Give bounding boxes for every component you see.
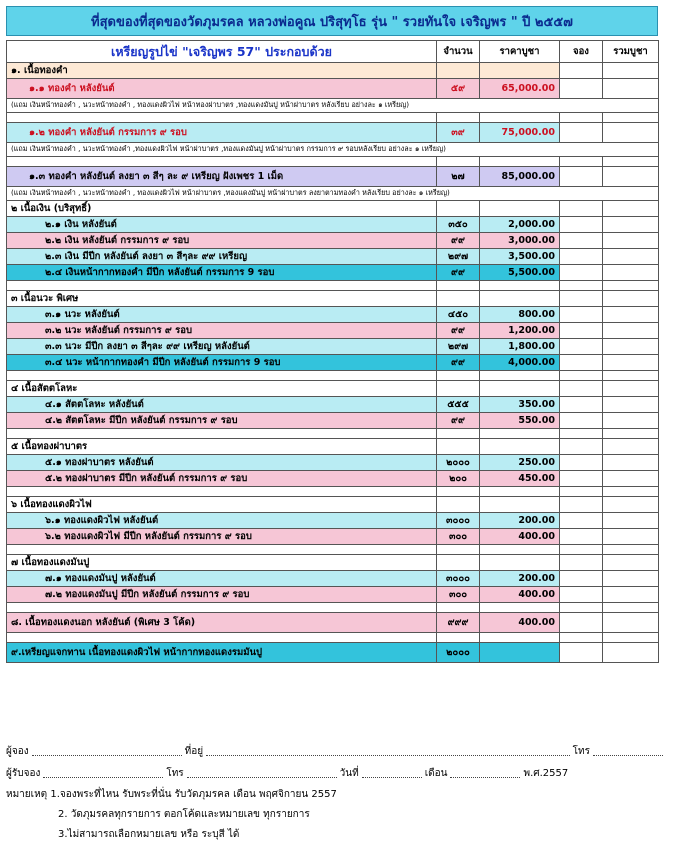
item-qty: ๙๙	[437, 355, 480, 371]
category-row	[7, 63, 659, 79]
item-label: ๓.๒ นวะ หลังยันต์ กรรมการ ๙ รอบ	[7, 323, 437, 339]
item-total-cell[interactable]	[603, 587, 659, 603]
item-qty	[437, 429, 480, 439]
item-reserve-cell[interactable]	[560, 113, 603, 123]
item-price: 350.00	[480, 397, 560, 413]
item-label: ๙.เหรียญแจกทาน เนื้อทองแดงผิวไฟ หน้ากากทองแดงรมมันปู	[7, 643, 437, 663]
item-total-cell[interactable]	[603, 529, 659, 545]
item-total-cell[interactable]	[603, 233, 659, 249]
item-label: ๗.๒ ทองแดงมันปู มีปีก หลังยันต์ กรรมการ ๙ รอบ	[7, 587, 437, 603]
item-qty: ๕๙	[437, 79, 480, 99]
note-text: (แถม เงินหน้าทองคำ , นวะหน้าทองคำ , ทองแดงผิวไฟ หน้าฝาบาตร ,ทองแดงมันปู หน้าฝาบาตร ลงยาตามทองคำ หลังเรียบ อย่างละ ๑ เหรียญ)	[7, 187, 659, 201]
item-reserve-cell[interactable]	[560, 555, 603, 571]
item-reserve-cell[interactable]	[560, 79, 603, 99]
item-total-cell[interactable]	[603, 603, 659, 613]
item-reserve-cell[interactable]	[560, 455, 603, 471]
page-title: ที่สุดของที่สุดของวัดภุมรคล หลวงพ่อคูณ ปริสุทฺโธ รุ่น " รวยทันใจ เจริญพร " ปี ๒๕๕๗	[6, 6, 658, 36]
item-reserve-cell[interactable]	[560, 439, 603, 455]
item-label	[7, 113, 437, 123]
receiver-phone-label: โทร	[166, 767, 184, 779]
receiver-line	[6, 762, 666, 784]
item-reserve-cell[interactable]	[560, 371, 603, 381]
item-price	[480, 63, 560, 79]
item-qty	[437, 633, 480, 643]
item-total-cell[interactable]	[603, 545, 659, 555]
month-label: เดือน	[424, 767, 448, 779]
item-price	[480, 429, 560, 439]
item-reserve-cell[interactable]	[560, 487, 603, 497]
item-label	[7, 633, 437, 643]
item-qty	[437, 281, 480, 291]
item-price: 400.00	[480, 529, 560, 545]
item-qty: ๒๐๐๐	[437, 643, 480, 663]
item-label	[7, 603, 437, 613]
item-reserve-cell[interactable]	[560, 545, 603, 555]
item-label: ๘. เนื้อทองแดงนอก หลังยันต์ (พิเศษ 3 โค้ด)	[7, 613, 437, 633]
item-price	[480, 157, 560, 167]
item-price	[480, 201, 560, 217]
spacer-row	[7, 603, 659, 613]
spacer-row	[7, 633, 659, 643]
item-qty: ๕๕๕	[437, 397, 480, 413]
item-reserve-cell[interactable]	[560, 429, 603, 439]
item-reserve-cell[interactable]	[560, 413, 603, 429]
item-total-cell[interactable]	[603, 201, 659, 217]
category-row	[7, 201, 659, 217]
item-qty	[437, 371, 480, 381]
item-label: ๕.๑ ทองฝาบาตร หลังยันต์	[7, 455, 437, 471]
item-price	[480, 439, 560, 455]
item-total-cell[interactable]	[603, 439, 659, 455]
item-price: 65,000.00	[480, 79, 560, 99]
item-qty	[437, 157, 480, 167]
item-row	[7, 613, 659, 633]
item-qty	[437, 545, 480, 555]
item-price: 1,800.00	[480, 339, 560, 355]
item-price	[480, 633, 560, 643]
item-reserve-cell[interactable]	[560, 397, 603, 413]
item-qty: ๙๙	[437, 265, 480, 281]
item-reserve-cell[interactable]	[560, 167, 603, 187]
item-total-cell[interactable]	[603, 613, 659, 633]
item-row	[7, 123, 659, 143]
item-label: ๖.๑ ทองแดงผิวไฟ หลังยันต์	[7, 513, 437, 529]
item-label: ๒.๑ เงิน หลังยันต์	[7, 217, 437, 233]
item-qty	[437, 603, 480, 613]
item-total-cell[interactable]	[603, 167, 659, 187]
item-label: ๒ เนื้อเงิน (บริสุทธิ์)	[7, 201, 437, 217]
item-price	[480, 497, 560, 513]
item-price: 400.00	[480, 613, 560, 633]
item-qty: ๓๐๐๐	[437, 513, 480, 529]
item-label: ๑. เนื้อทองคำ	[7, 63, 437, 79]
phone-label: โทร	[572, 745, 590, 757]
item-price: 3,000.00	[480, 233, 560, 249]
item-qty: ๔๕๐	[437, 307, 480, 323]
item-qty: ๒๐๐๐	[437, 455, 480, 471]
item-label: ๔.๒ สัตตโลหะ มีปีก หลังยันต์ กรรมการ ๙ รอบ	[7, 413, 437, 429]
item-total-cell[interactable]	[603, 555, 659, 571]
item-qty: ๙๙	[437, 233, 480, 249]
item-total-cell[interactable]	[603, 339, 659, 355]
item-total-cell[interactable]	[603, 429, 659, 439]
item-row	[7, 355, 659, 371]
month-field[interactable]	[450, 768, 520, 778]
item-total-cell[interactable]	[603, 323, 659, 339]
item-reserve-cell[interactable]	[560, 633, 603, 643]
note-row	[7, 99, 659, 113]
item-total-cell[interactable]	[603, 217, 659, 233]
item-label: ๖.๒ ทองแดงผิวไฟ มีปีก หลังยันต์ กรรมการ ๙ รอบ	[7, 529, 437, 545]
spacer-row	[7, 371, 659, 381]
item-reserve-cell[interactable]	[560, 291, 603, 307]
item-qty: ๒๐๐	[437, 471, 480, 487]
item-qty	[437, 555, 480, 571]
table-body	[7, 63, 659, 663]
item-reserve-cell[interactable]	[560, 471, 603, 487]
item-total-cell[interactable]	[603, 281, 659, 291]
item-reserve-cell[interactable]	[560, 587, 603, 603]
item-row	[7, 413, 659, 429]
date-label: วันที่	[339, 767, 359, 779]
item-label	[7, 371, 437, 381]
item-row	[7, 643, 659, 663]
item-price	[480, 281, 560, 291]
item-total-cell[interactable]	[603, 643, 659, 663]
price-table	[6, 40, 659, 663]
item-reserve-cell[interactable]	[560, 123, 603, 143]
item-label	[7, 487, 437, 497]
item-label: ๕ เนื้อทองฝาบาตร	[7, 439, 437, 455]
item-qty	[437, 381, 480, 397]
item-qty: ๓๕๐	[437, 217, 480, 233]
note-line-2: 2. วัดภุมรคลทุกรายการ ตอกโค้ดและหมายเลข ทุกรายการ	[58, 808, 310, 820]
item-qty: ๙๙	[437, 413, 480, 429]
item-qty: ๓๙	[437, 123, 480, 143]
item-price	[480, 545, 560, 555]
booker-line	[6, 740, 666, 762]
item-label: ๓.๑ นวะ หลังยันต์	[7, 307, 437, 323]
note-text: (แถม เงินหน้าทองคำ , นวะหน้าทองคำ , ทองแดงผิวไฟ หน้าทองฝาบาตร ,ทองแดงมันปู หน้าฝาบาตร หลังเรียบ อย่างละ ๑ เหรียญ)	[7, 99, 659, 113]
item-reserve-cell[interactable]	[560, 497, 603, 513]
item-label: ๖ เนื้อทองแดงผิวไฟ	[7, 497, 437, 513]
address-field[interactable]	[206, 746, 570, 756]
item-row	[7, 587, 659, 603]
item-price: 250.00	[480, 455, 560, 471]
item-reserve-cell[interactable]	[560, 233, 603, 249]
category-row	[7, 291, 659, 307]
item-label: ๔.๑ สัตตโลหะ หลังยันต์	[7, 397, 437, 413]
item-total-cell[interactable]	[603, 381, 659, 397]
item-label: ๓.๔ นวะ หน้ากากทองคำ มีปีก หลังยันต์ กรรมการ 9 รอบ	[7, 355, 437, 371]
receiver-name-field[interactable]	[43, 768, 163, 778]
item-price	[480, 603, 560, 613]
item-row	[7, 265, 659, 281]
item-price	[480, 555, 560, 571]
item-qty: ๓๐๐๐	[437, 571, 480, 587]
booking-footer	[6, 740, 666, 844]
item-price	[480, 487, 560, 497]
item-qty	[437, 201, 480, 217]
item-total-cell[interactable]	[603, 633, 659, 643]
phone-field[interactable]	[593, 746, 663, 756]
item-price	[480, 381, 560, 397]
item-price: 3,500.00	[480, 249, 560, 265]
item-qty: ๓๐๐	[437, 529, 480, 545]
table-heading: เหรียญรูปไข่ "เจริญพร 57" ประกอบด้วย	[7, 41, 437, 63]
item-row	[7, 397, 659, 413]
booker-label: ผู้จอง	[6, 745, 29, 757]
note-row	[7, 143, 659, 157]
item-total-cell[interactable]	[603, 571, 659, 587]
item-reserve-cell[interactable]	[560, 339, 603, 355]
spacer-row	[7, 429, 659, 439]
category-row	[7, 555, 659, 571]
item-label: ๓ เนื้อนวะ พิเศษ	[7, 291, 437, 307]
item-label: ๕.๒ ทองฝาบาตร มีปีก หลังยันต์ กรรมการ ๙ รอบ	[7, 471, 437, 487]
item-qty	[437, 113, 480, 123]
item-row	[7, 529, 659, 545]
item-total-cell[interactable]	[603, 307, 659, 323]
item-reserve-cell[interactable]	[560, 63, 603, 79]
item-qty: ๒๗	[437, 167, 480, 187]
item-reserve-cell[interactable]	[560, 217, 603, 233]
item-reserve-cell[interactable]	[560, 603, 603, 613]
item-reserve-cell[interactable]	[560, 529, 603, 545]
item-row	[7, 455, 659, 471]
item-price: 2,000.00	[480, 217, 560, 233]
item-qty: ๒๙๗	[437, 249, 480, 265]
note-line-3: 3.ไม่สามารถเลือกหมายเลข หรือ ระบุสี ได้	[58, 828, 240, 840]
item-reserve-cell[interactable]	[560, 381, 603, 397]
item-total-cell[interactable]	[603, 355, 659, 371]
item-label	[7, 281, 437, 291]
item-reserve-cell[interactable]	[560, 355, 603, 371]
item-total-cell[interactable]	[603, 497, 659, 513]
item-qty	[437, 63, 480, 79]
item-label	[7, 545, 437, 555]
item-row	[7, 79, 659, 99]
item-label: ๔ เนื้อสัตตโลหะ	[7, 381, 437, 397]
spacer-row	[7, 487, 659, 497]
item-label: ๗ เนื้อทองแดงมันปู	[7, 555, 437, 571]
item-row	[7, 513, 659, 529]
item-total-cell[interactable]	[603, 249, 659, 265]
column-header-price: ราคาบูชา	[480, 41, 560, 63]
item-price	[480, 113, 560, 123]
item-total-cell[interactable]	[603, 487, 659, 497]
item-row	[7, 167, 659, 187]
item-qty: ๙๙๙	[437, 613, 480, 633]
item-label: ๒.๓ เงิน มีปีก หลังยันต์ ลงยา ๓ สีๆละ ๙๙ เหรียญ	[7, 249, 437, 265]
item-label: ๒.๒ เงิน หลังยันต์ กรรมการ ๙ รอบ	[7, 233, 437, 249]
item-label	[7, 429, 437, 439]
item-price: 550.00	[480, 413, 560, 429]
item-reserve-cell[interactable]	[560, 249, 603, 265]
item-price: 75,000.00	[480, 123, 560, 143]
item-reserve-cell[interactable]	[560, 201, 603, 217]
item-price: 400.00	[480, 587, 560, 603]
item-price: 1,200.00	[480, 323, 560, 339]
item-price: 200.00	[480, 571, 560, 587]
item-price: 4,000.00	[480, 355, 560, 371]
item-reserve-cell[interactable]	[560, 613, 603, 633]
item-total-cell[interactable]	[603, 513, 659, 529]
column-header-total: รวมบูชา	[603, 41, 659, 63]
receiver-phone-field[interactable]	[187, 768, 337, 778]
item-total-cell[interactable]	[603, 397, 659, 413]
item-qty: ๒๙๗	[437, 339, 480, 355]
item-total-cell[interactable]	[603, 79, 659, 99]
item-total-cell[interactable]	[603, 113, 659, 123]
item-price	[480, 643, 560, 663]
category-row	[7, 439, 659, 455]
table-header-row	[7, 41, 659, 63]
item-reserve-cell[interactable]	[560, 571, 603, 587]
item-qty	[437, 291, 480, 307]
note-text: (แถม เงินหน้าทองคำ , นวะหน้าทองคำ ,ทองแดงผิวไฟ หน้าฝาบาตร ,ทองแดงมันปู หน้าฝาบาตร กรรมการ ๙ รอบหลังเรียบ อย่างละ ๑ เหรียญ)	[7, 143, 659, 157]
item-label: ๓.๓ นวะ มีปีก ลงยา ๓ สีๆละ ๙๙ เหรียญ หลังยันต์	[7, 339, 437, 355]
item-total-cell[interactable]	[603, 123, 659, 143]
item-total-cell[interactable]	[603, 291, 659, 307]
item-price	[480, 371, 560, 381]
category-row	[7, 497, 659, 513]
item-row	[7, 323, 659, 339]
item-reserve-cell[interactable]	[560, 323, 603, 339]
item-row	[7, 307, 659, 323]
spacer-row	[7, 545, 659, 555]
spacer-row	[7, 281, 659, 291]
item-total-cell[interactable]	[603, 63, 659, 79]
item-total-cell[interactable]	[603, 157, 659, 167]
item-price	[480, 291, 560, 307]
item-reserve-cell[interactable]	[560, 281, 603, 291]
item-reserve-cell[interactable]	[560, 157, 603, 167]
item-total-cell[interactable]	[603, 471, 659, 487]
item-price: 5,500.00	[480, 265, 560, 281]
item-total-cell[interactable]	[603, 413, 659, 429]
category-row	[7, 381, 659, 397]
item-row	[7, 571, 659, 587]
column-header-reserve: จอง	[560, 41, 603, 63]
item-row	[7, 249, 659, 265]
item-label: ๑.๓ ทองคำ หลังยันต์ ลงยา ๓ สีๆ ละ ๙ เหรียญ ฝังเพชร 1 เม็ด	[7, 167, 437, 187]
item-qty	[437, 487, 480, 497]
note-line-1: หมายเหตุ 1.จองพระที่ไหน รับพระที่นั่น รับวัดภุมรคล เดือน พฤศจิกายน 2557	[6, 788, 337, 800]
item-price: 800.00	[480, 307, 560, 323]
year-label: พ.ศ.2557	[523, 767, 569, 779]
item-label: ๑.๑ ทองคำ หลังยันต์	[7, 79, 437, 99]
item-reserve-cell[interactable]	[560, 643, 603, 663]
item-qty: ๓๐๐	[437, 587, 480, 603]
item-label	[7, 157, 437, 167]
address-label: ที่อยู่	[184, 745, 204, 757]
item-label: ๗.๑ ทองแดงมันปู หลังยันต์	[7, 571, 437, 587]
item-row	[7, 471, 659, 487]
spacer-row	[7, 157, 659, 167]
item-qty	[437, 497, 480, 513]
booker-name-field[interactable]	[32, 746, 182, 756]
item-price: 450.00	[480, 471, 560, 487]
item-qty: ๙๙	[437, 323, 480, 339]
item-label: ๒.๔ เงินหน้ากากทองคำ มีปีก หลังยันต์ กรรมการ 9 รอบ	[7, 265, 437, 281]
item-price: 85,000.00	[480, 167, 560, 187]
item-total-cell[interactable]	[603, 455, 659, 471]
item-row	[7, 233, 659, 249]
item-label: ๑.๒ ทองคำ หลังยันต์ กรรมการ ๙ รอบ	[7, 123, 437, 143]
receiver-label: ผู้รับจอง	[6, 767, 41, 779]
item-total-cell[interactable]	[603, 265, 659, 281]
item-price: 200.00	[480, 513, 560, 529]
item-reserve-cell[interactable]	[560, 513, 603, 529]
item-row	[7, 217, 659, 233]
spacer-row	[7, 113, 659, 123]
item-reserve-cell[interactable]	[560, 265, 603, 281]
item-qty	[437, 439, 480, 455]
date-field[interactable]	[362, 768, 422, 778]
column-header-qty: จำนวน	[437, 41, 480, 63]
item-total-cell[interactable]	[603, 371, 659, 381]
item-row	[7, 339, 659, 355]
item-reserve-cell[interactable]	[560, 307, 603, 323]
note-row	[7, 187, 659, 201]
